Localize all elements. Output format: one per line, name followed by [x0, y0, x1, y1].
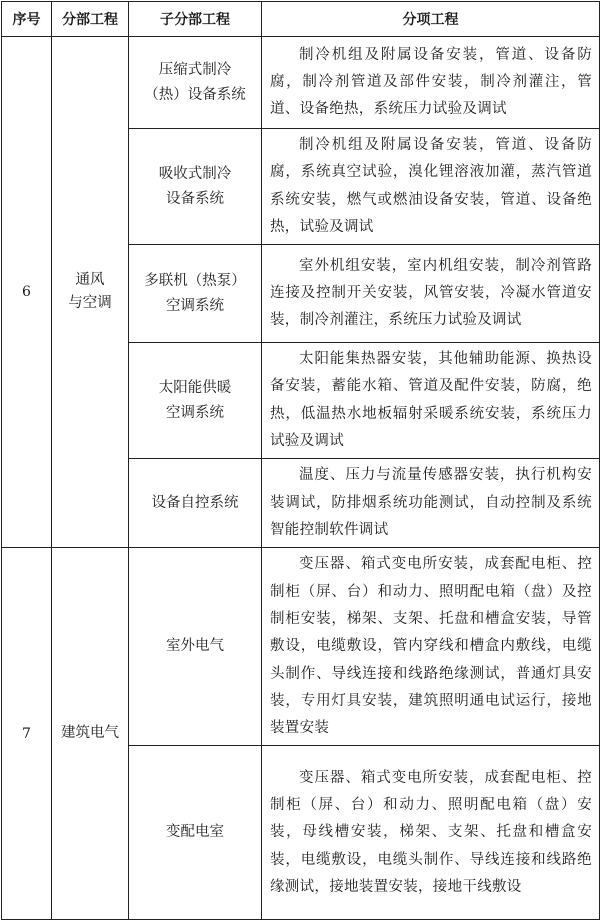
table-row — [2, 37, 600, 129]
subdivision-cell — [129, 37, 262, 129]
items-cell: 太阳能集热器安装，其他辅助能源、换热设备安装，蓄能水箱、管道及配件安装，防腐，绝热，低温热水地板辐射采暖系统安装，系统压力试验及调试 — [262, 343, 600, 459]
division-line: 建筑电气 — [61, 725, 119, 742]
subdivision-line: 多联机（热泵） — [144, 272, 246, 289]
division-cell — [52, 548, 129, 920]
subdivision-cell — [129, 548, 262, 746]
subdivision-line: 压缩式制冷 — [158, 61, 232, 78]
header-division: 分部工程 — [52, 2, 129, 37]
subdivision-cell — [129, 459, 262, 548]
subdivision-line: 空调系统 — [166, 297, 224, 314]
header-subdivision: 子分部工程 — [129, 2, 262, 37]
division-line: 与空调 — [68, 295, 112, 312]
subdivision-line: 设备自控系统 — [151, 494, 239, 511]
subdivision-cell — [129, 129, 262, 245]
subdivision-cell — [129, 245, 262, 343]
subdivision-line: 室外电气 — [166, 638, 224, 655]
header-items: 分项工程 — [262, 2, 600, 37]
header-row — [2, 2, 600, 37]
items-cell: 室外机组安装，室内机组安装，制冷剂管路连接及控制开关安装，风管安装，冷凝水管道安装，制冷剂灌注，系统压力试验及调试 — [262, 245, 600, 343]
seq-cell: 7 — [2, 548, 52, 920]
subdivision-cell — [129, 343, 262, 459]
items-cell: 制冷机组及附属设备安装，管道、设备防腐，系统真空试验，溴化锂溶液加灌，蒸汽管道系统安装，燃气或燃油设备安装，管道、设备绝热，试验及调试 — [262, 129, 600, 245]
items-cell: 温度、压力与流量传感器安装，执行机构安装调试，防排烟系统功能测试，自动控制及系统智能控制软件调试 — [262, 459, 600, 548]
items-cell: 变压器、箱式变电所安装，成套配电柜、控制柜（屏、台）和动力、照明配电箱（盘）安装，母线槽安装，梯架、支架、托盘和槽盒安装，电缆敷设，电缆头制作、导线连接和线路绝缘测试，接地装置安装，接地干线敷设 — [262, 746, 600, 920]
division-line: 通风 — [75, 272, 105, 289]
subdivision-line: 设备系统 — [166, 190, 224, 207]
items-cell: 变压器、箱式变电所安装，成套配电柜、控制柜（屏、台）和动力、照明配电箱（盘）及控制柜安装，梯架、支架、托盘和槽盒安装，导管敷设，电缆敷设，管内穿线和槽盒内敷线，电缆头制作、导线连接和线路绝缘测试，普通灯具安装，专用灯具安装，建筑照明通电试运行，接地装置安装 — [262, 548, 600, 746]
seq-cell: 6 — [2, 37, 52, 548]
division-cell — [52, 37, 129, 548]
table-row — [2, 548, 600, 746]
subdivision-cell — [129, 746, 262, 920]
subdivision-line: 吸收式制冷 — [158, 165, 232, 182]
subdivision-line: 空调系统 — [166, 404, 224, 421]
subdivision-line: 太阳能供暖 — [158, 379, 232, 396]
header-seq: 序号 — [2, 2, 52, 37]
items-cell: 制冷机组及附属设备安装，管道、设备防腐，制冷剂管道及部件安装，制冷剂灌注，管道、设备绝热，系统压力试验及调试 — [262, 37, 600, 129]
engineering-division-table — [1, 1, 600, 920]
subdivision-line: （热）设备系统 — [144, 86, 246, 103]
subdivision-line: 变配电室 — [166, 824, 224, 841]
